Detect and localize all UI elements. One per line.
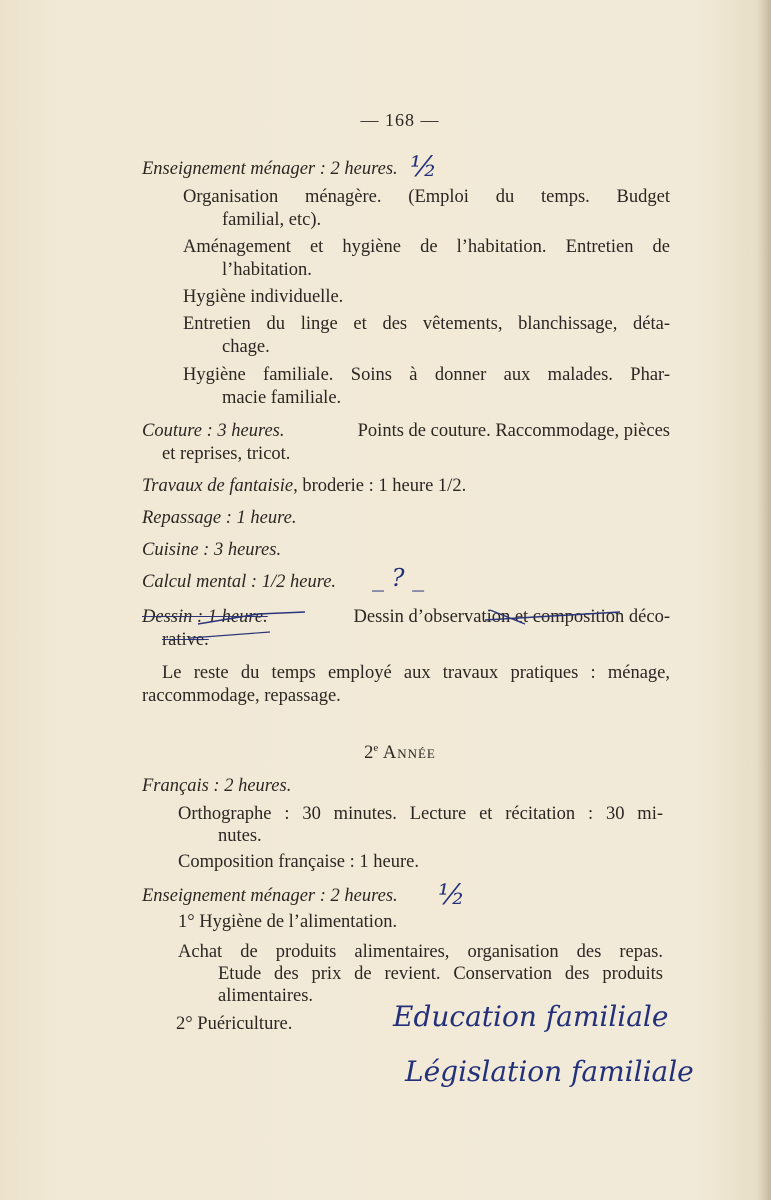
travaux-line (142, 475, 466, 497)
section-title-2e-annee (0, 737, 771, 764)
calcul-line: Calcul mental : 1/2 heure. (142, 572, 337, 592)
couture-label: Couture : 3 heures. (142, 421, 285, 441)
puericulture-line (176, 1013, 292, 1035)
puericulture-number: 2° (176, 1014, 193, 1034)
list-item: Entretien du linge et des vêtements, blanchissage, déta- (183, 314, 670, 334)
hygiene-number: 1° (178, 912, 195, 932)
puericulture-text: Puériculture. (197, 1014, 293, 1034)
heading-enseignement-menager: Enseignement ménager : 2 heures. (142, 159, 398, 179)
francais-heading: Français : 2 heures. (142, 776, 292, 796)
list-item-continuation: macie familiale. (222, 388, 342, 408)
travaux-label: Travaux de fantaisie, (142, 476, 298, 496)
dessin-text: Dessin d’observation et composition déco- (353, 607, 670, 627)
handwritten-fraction: ½ (410, 150, 438, 183)
dessin-label: Dessin : 1 heure. (142, 607, 268, 627)
couture-line (142, 420, 670, 442)
handwritten-question-mark: _ ? _ (372, 564, 425, 592)
section-title-number: 2 (364, 743, 374, 764)
hygiene-line (178, 911, 397, 933)
section-title-sup: e (373, 742, 379, 754)
handwritten-education-familiale: Education familiale (393, 1000, 669, 1033)
enseignement-menager-heading-2: Enseignement ménager : 2 heures. (142, 886, 398, 906)
achat-continuation-2: alimentaires. (218, 986, 314, 1006)
cuisine-line: Cuisine : 3 heures. (142, 540, 282, 560)
list-item: Aménagement et hygiène de l’habitation. Entretien de (183, 237, 670, 257)
list-item: Hygiène familiale. Soins à donner aux malades. Phar- (183, 365, 670, 385)
achat-continuation: Etude des prix de revient. Conservation des produits (218, 964, 663, 984)
list-item-continuation: chage. (222, 337, 270, 357)
orthographe-line: Orthographe : 30 minutes. Lecture et récitation : 30 mi- (178, 804, 663, 824)
section-title-word: Année (382, 743, 436, 764)
hygiene-text: Hygiène de l’alimentation. (199, 912, 398, 932)
composition-line: Composition française : 1 heure. (178, 852, 419, 872)
list-item: Organisation ménagère. (Emploi du temps. Budget (183, 187, 670, 207)
reste-line: Le reste du temps employé aux travaux pratiques : ménage, (162, 663, 670, 683)
handwritten-fraction-2: ½ (438, 878, 466, 911)
repassage-line: Repassage : 1 heure. (142, 508, 297, 528)
reste-continuation: raccommodage, repassage. (142, 686, 341, 706)
dessin-continuation: rative. (162, 630, 209, 650)
page-fold-shadow (757, 0, 771, 1200)
list-item-continuation: l’habitation. (222, 260, 312, 280)
list-item: Hygiène individuelle. (183, 287, 344, 307)
list-item-continuation: familial, etc). (222, 210, 322, 230)
page-number: — 168 — (360, 110, 440, 130)
handwritten-legislation-familiale: Législation familiale (405, 1055, 694, 1088)
achat-line: Achat de produits alimentaires, organisation des repas. (178, 942, 663, 962)
couture-continuation: et reprises, tricot. (162, 444, 291, 464)
handwritten-strike-marks (140, 600, 680, 650)
orthographe-continuation: nutes. (218, 826, 262, 846)
travaux-text: broderie : 1 heure 1/2. (302, 476, 467, 496)
couture-text: Points de couture. Raccommodage, pièces (357, 421, 670, 441)
